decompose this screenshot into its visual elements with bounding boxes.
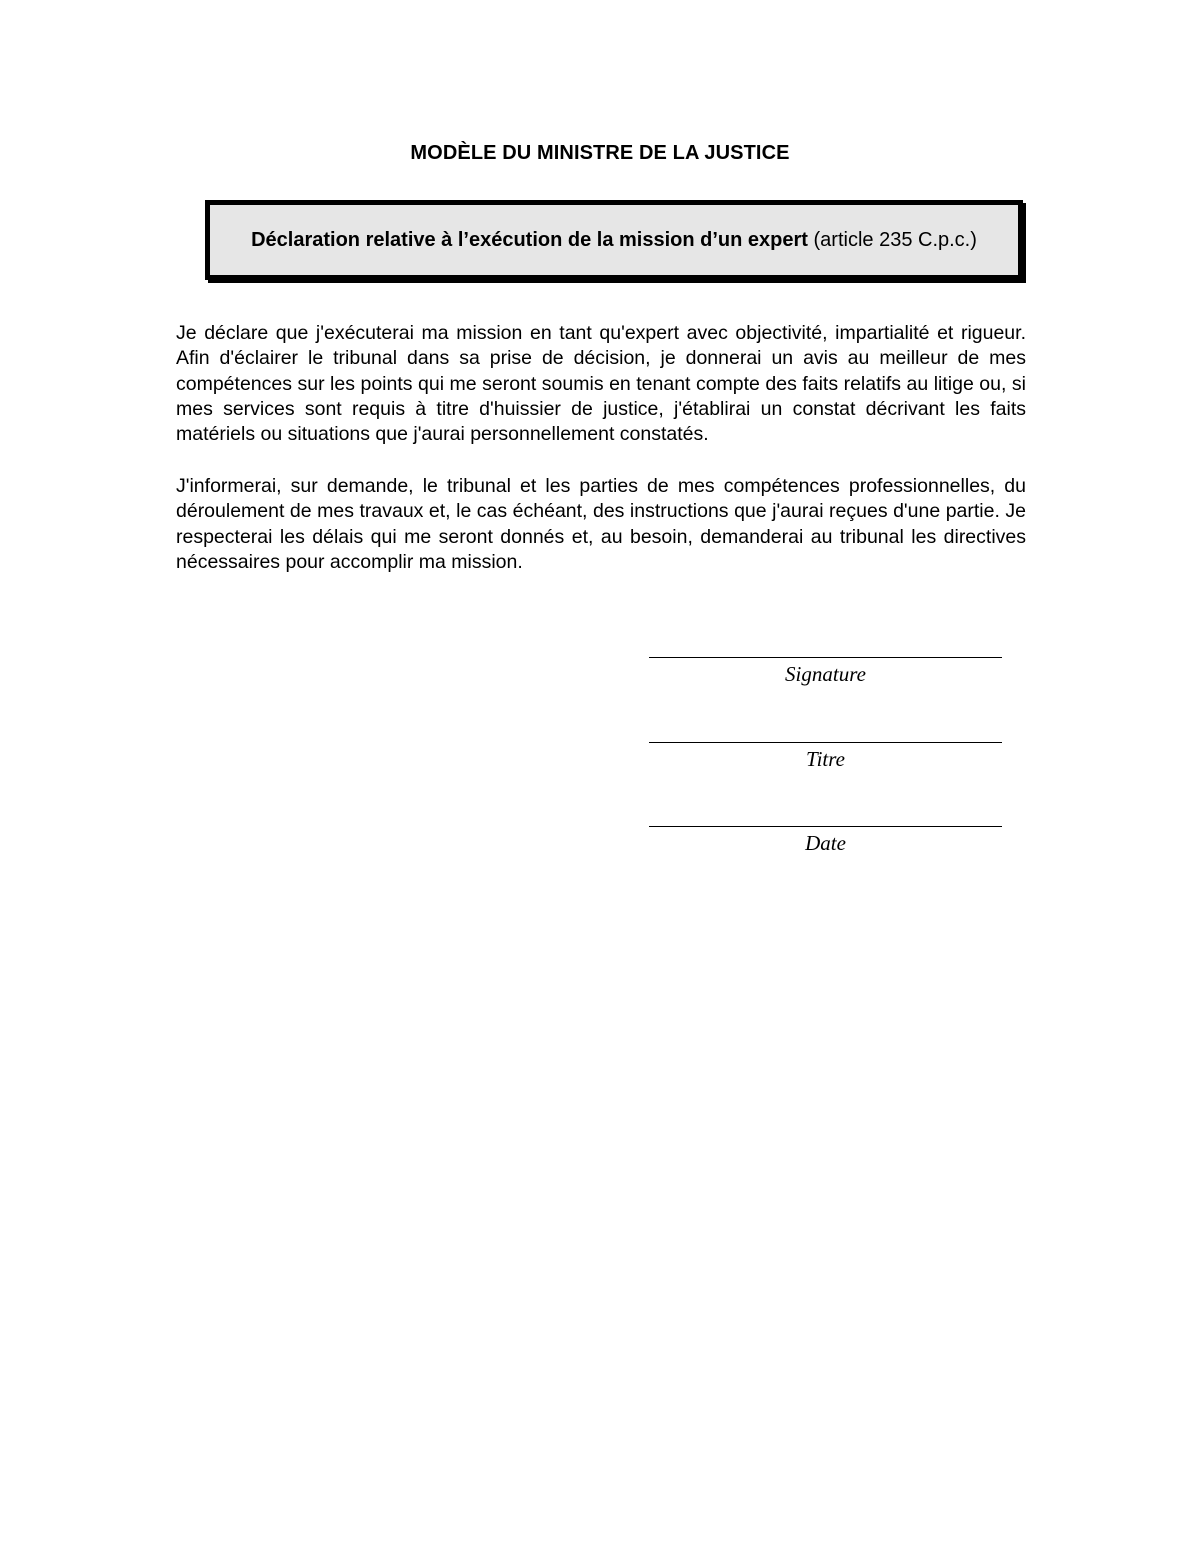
signature-field: [649, 657, 1002, 688]
declaration-title-text: [251, 229, 977, 252]
declaration-paragraph-1: Je déclare que j'exécuterai ma mission en tant qu'expert avec objectivité, impartialité et rigueur. Afin d'éclairer le tribunal dans sa prise de décision, je donnerai un avis au meilleur de mes compétences sur les points qui me seront soumis en tenant compte des faits relatifs au litige ou, si mes services sont requis à titre d'huissier de justice, j'établirai un constat décrivant les faits matériels ou situations que j'aurai personnellement constatés.: [176, 322, 1026, 446]
date-label: Date: [805, 831, 846, 855]
title-line: [649, 742, 1002, 743]
date-field: [649, 826, 1002, 857]
title-field: [649, 742, 1002, 773]
signature-line: [649, 657, 1002, 658]
title-label: Titre: [806, 747, 845, 771]
date-line: [649, 826, 1002, 827]
declaration-title-box: [205, 200, 1023, 280]
page-title: MODÈLE DU MINISTRE DE LA JUSTICE: [410, 142, 790, 164]
declaration-paragraph-2: J'informerai, sur demande, le tribunal et les parties de mes compétences professionnelles, du déroulement de mes travaux et, le cas échéant, des instructions que j'aurai reçues d'une partie. Je respecterai les délais qui me seront donnés et, au besoin, demanderai au tribunal les directives nécessaires pour accomplir ma mission.: [176, 475, 1026, 573]
declaration-title-bold: Déclaration relative à l’exécution de la mission d’un expert: [251, 228, 808, 251]
signature-label: Signature: [785, 662, 866, 686]
declaration-article-reference: (article 235 C.p.c.): [807, 228, 977, 251]
